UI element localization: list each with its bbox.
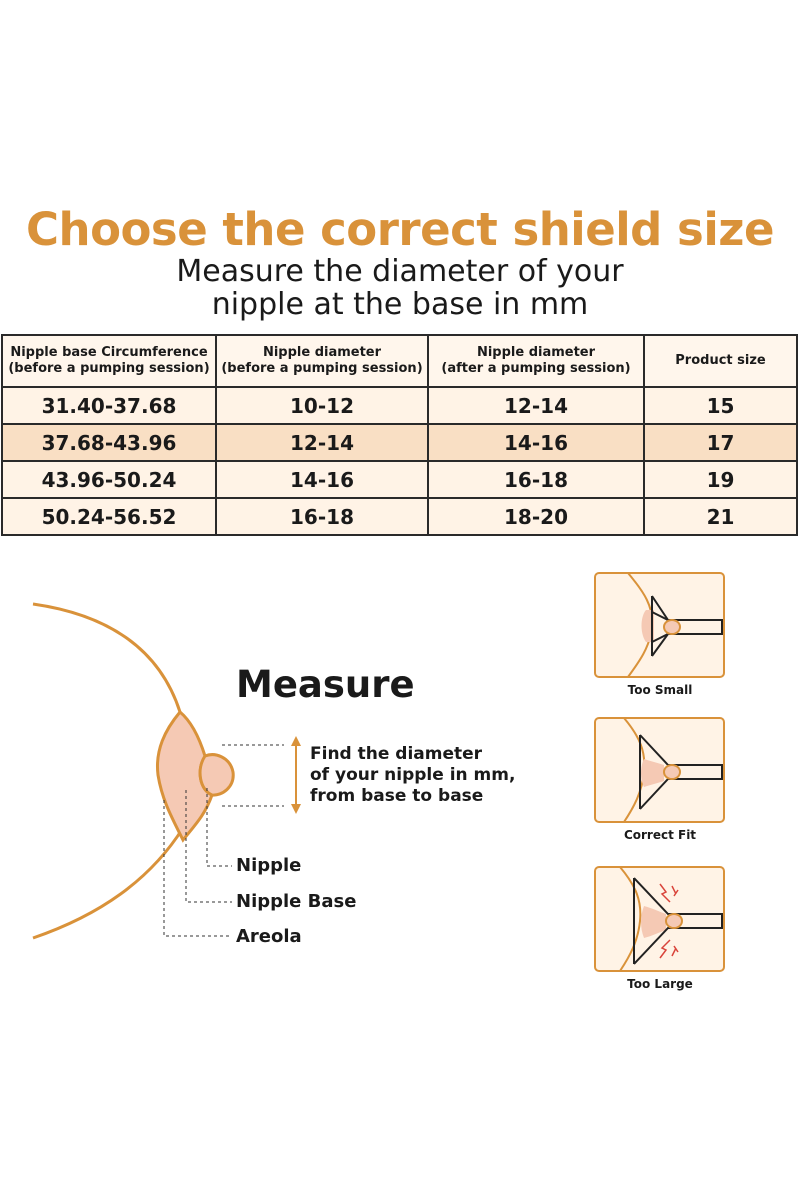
arrow-head-up bbox=[291, 736, 301, 746]
subtitle-line-2: nipple at the base in mm bbox=[211, 287, 589, 322]
breast-outline-lower bbox=[33, 828, 183, 938]
cell-diameter-after: 14-16 bbox=[428, 424, 644, 461]
cell-diameter-before: 14-16 bbox=[216, 461, 428, 498]
cell-diameter-before: 16-18 bbox=[216, 498, 428, 535]
cell-size: 19 bbox=[644, 461, 797, 498]
correct-fit-illustration bbox=[594, 717, 726, 825]
header-diameter-after: Nipple diameter (after a pumping session) bbox=[428, 335, 644, 387]
nipple-shape bbox=[200, 755, 233, 795]
table-header-row bbox=[2, 335, 797, 387]
page-title: Choose the correct shield size bbox=[26, 203, 774, 256]
too-small-illustration bbox=[594, 572, 726, 680]
header-diameter-before: Nipple diameter (before a pumping session) bbox=[216, 335, 428, 387]
header-circumference: Nipple base Circumference (before a pumping session) bbox=[2, 335, 216, 387]
page-subtitle bbox=[0, 255, 800, 321]
too-large-illustration bbox=[594, 866, 726, 974]
header-product-size: Product size bbox=[644, 335, 797, 387]
size-table bbox=[1, 334, 798, 536]
cell-circumference: 31.40-37.68 bbox=[2, 387, 216, 424]
cell-diameter-before: 12-14 bbox=[216, 424, 428, 461]
nipple-label: Nipple bbox=[236, 855, 302, 876]
measure-heading: Measure bbox=[236, 663, 415, 706]
correct-fit-caption: Correct Fit bbox=[623, 828, 697, 842]
cell-circumference: 50.24-56.52 bbox=[2, 498, 216, 535]
too-small-caption: Too Small bbox=[627, 683, 693, 697]
subtitle-line-1: Measure the diameter of your bbox=[176, 254, 624, 289]
areola-label: Areola bbox=[236, 926, 302, 947]
table-row bbox=[2, 498, 797, 535]
too-large-caption: Too Large bbox=[627, 977, 693, 991]
cell-circumference: 37.68-43.96 bbox=[2, 424, 216, 461]
cell-size: 21 bbox=[644, 498, 797, 535]
nipple-base-label: Nipple Base bbox=[236, 891, 357, 912]
cell-diameter-after: 16-18 bbox=[428, 461, 644, 498]
arrow-head-down bbox=[291, 804, 301, 814]
measure-instruction: Find the diameter of your nipple in mm, from base to base bbox=[310, 744, 516, 806]
cell-circumference: 43.96-50.24 bbox=[2, 461, 216, 498]
table-row bbox=[2, 387, 797, 424]
cell-size: 17 bbox=[644, 424, 797, 461]
cell-diameter-before: 10-12 bbox=[216, 387, 428, 424]
table-row bbox=[2, 424, 797, 461]
cell-diameter-after: 18-20 bbox=[428, 498, 644, 535]
table-row bbox=[2, 461, 797, 498]
breast-outline bbox=[33, 604, 180, 712]
cell-size: 15 bbox=[644, 387, 797, 424]
cell-diameter-after: 12-14 bbox=[428, 387, 644, 424]
